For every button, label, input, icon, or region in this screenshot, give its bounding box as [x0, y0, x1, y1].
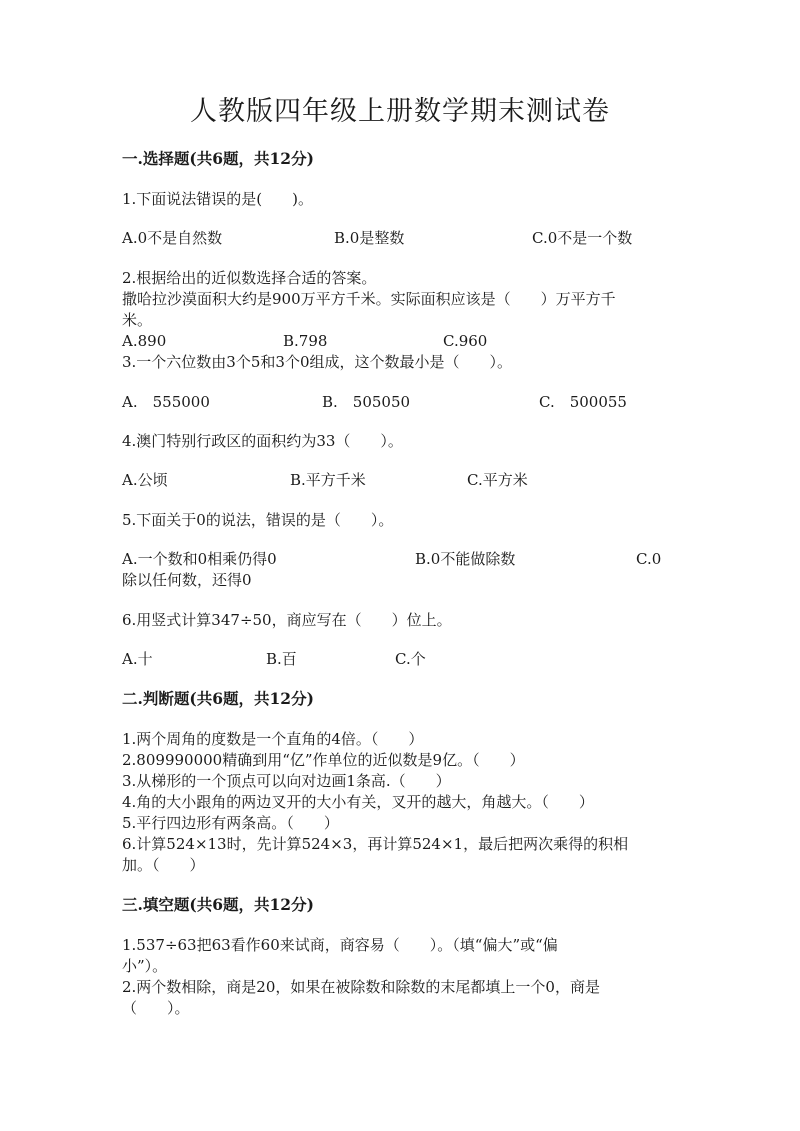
statement-text: 5.平行四边形有两条高。（ ） [122, 814, 339, 832]
statement-text: 4.角的大小跟角的两边叉开的大小有关，叉开的越大，角越大。（ ） [122, 793, 594, 811]
option-c: C.960 [443, 332, 488, 350]
option-c: C.0不是一个数 [532, 229, 633, 247]
option-b: B.百 [266, 650, 297, 668]
option-c: C. 500055 [539, 393, 627, 411]
option-b: B.平方千米 [290, 471, 366, 489]
statement-text: 1.两个周角的度数是一个直角的4倍。（ ） [122, 730, 424, 748]
question-text: 5.下面关于0的说法，错误的是（ ）。 [122, 511, 394, 529]
question-text: 3.一个六位数由3个5和3个0组成，这个数最小是（ ）。 [122, 353, 512, 371]
option-b: B.0是整数 [334, 229, 405, 247]
exam-title: 人教版四年级上册数学期末测试卷 [190, 96, 610, 127]
question-text: 6.用竖式计算347÷50，商应写在（ ）位上。 [122, 611, 452, 629]
section-heading: 二.判断题(共6题，共12分) [122, 689, 314, 708]
statement-text: 2.809990000精确到用“亿”作单位的近似数是9亿。（ ） [122, 751, 525, 769]
statement-text: 6.计算524×13时，先计算524×3，再计算524×1，最后把两次乘得的积相 [122, 835, 629, 853]
option-c: C.平方米 [467, 471, 528, 489]
option-b: B.798 [283, 332, 328, 350]
option-a: A.公顷 [122, 471, 168, 489]
option-a: A.0不是自然数 [122, 229, 223, 247]
section-heading: 一.选择题(共6题，共12分) [122, 149, 314, 168]
question-text: 米。 [122, 311, 153, 329]
option-b: B.0不能做除数 [415, 550, 516, 568]
fill-question-text: 2.两个数相除，商是20，如果在被除数和除数的末尾都填上一个0，商是 [122, 978, 600, 996]
question-text: 4.澳门特别行政区的面积约为33（ ）。 [122, 432, 403, 450]
statement-text: 加。（ ） [122, 856, 205, 874]
option-b: B. 505050 [322, 393, 411, 411]
option-a: A. 555000 [122, 393, 210, 411]
fill-question-text: 小”）。 [122, 957, 168, 975]
question-text: 撒哈拉沙漠面积大约是900万平方千米。实际面积应该是（ ）万平方千 [122, 290, 616, 308]
option-c: C.个 [395, 650, 426, 668]
option-c: C.0 [636, 550, 662, 568]
option-a: A.十 [122, 650, 153, 668]
fill-question-text: 1.537÷63把63看作60来试商，商容易（ ）。（填“偏大”或“偏 [122, 936, 558, 954]
option-a: A.890 [122, 332, 167, 350]
question-text: 1.下面说法错误的是( )。 [122, 190, 314, 208]
option-a: A.一个数和0相乘仍得0 [122, 550, 277, 568]
option-continuation: 除以任何数，还得0 [122, 571, 252, 589]
section-heading: 三.填空题(共6题，共12分) [122, 895, 314, 914]
fill-question-text: （ ）。 [122, 999, 190, 1017]
statement-text: 3.从梯形的一个顶点可以向对边画1条高.（ ） [122, 772, 451, 790]
question-text: 2.根据给出的近似数选择合适的答案。 [122, 269, 377, 287]
